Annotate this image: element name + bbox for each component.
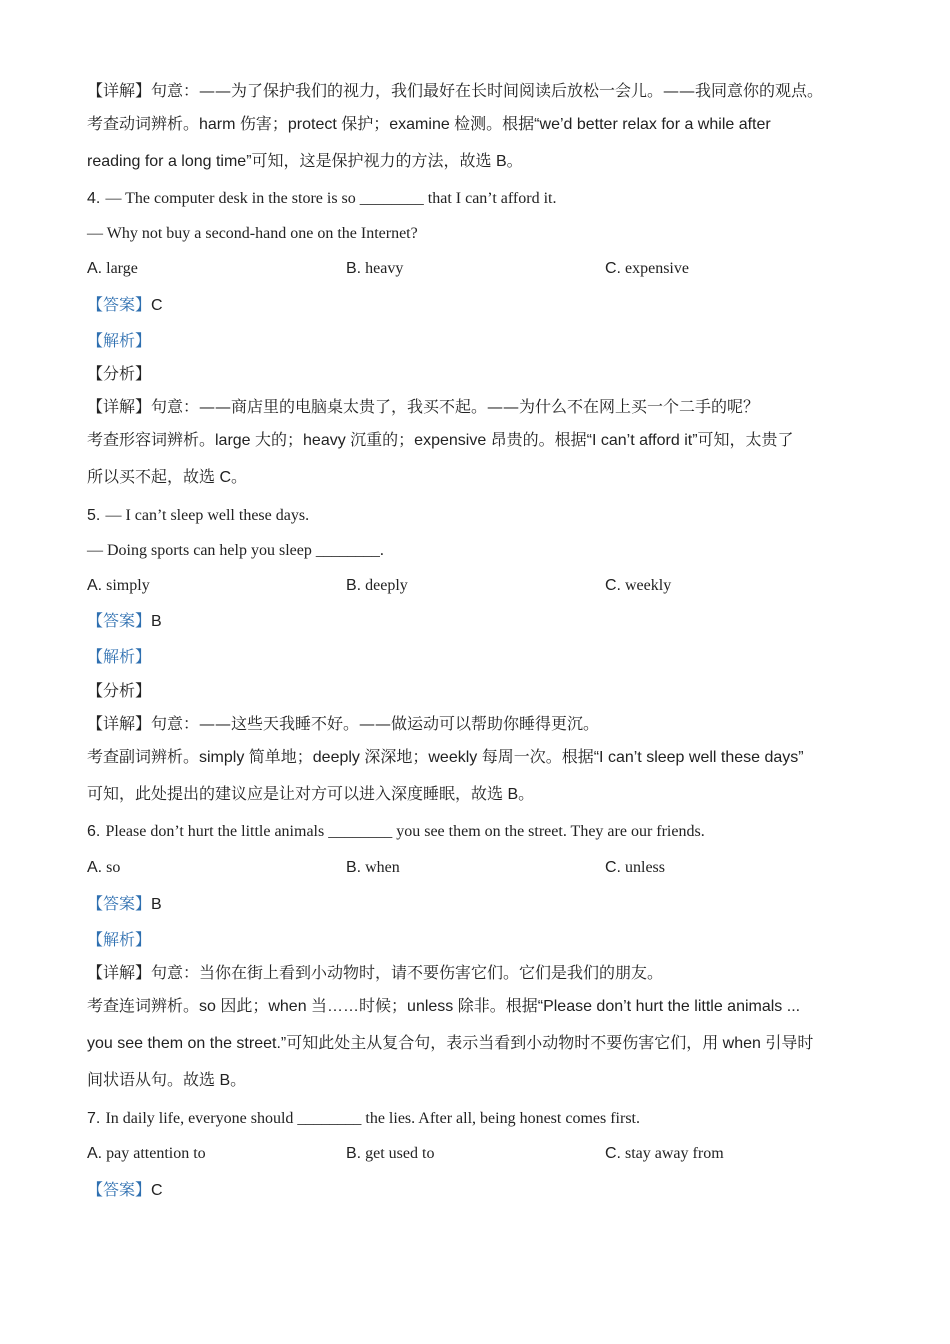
option-text: expensive (625, 260, 689, 277)
q4-reply: — Why not buy a second-hand one on the Internet? (87, 225, 418, 242)
q7-stem: In daily life, everyone should ________ the lies. After all, being honest comes first. (105, 1110, 640, 1127)
option-letter: A. (87, 1145, 103, 1162)
q6-option-b (346, 857, 400, 879)
option-letter: A. (87, 577, 103, 594)
option-letter: A. (87, 859, 103, 876)
option-text: pay attention to (106, 1145, 206, 1162)
q5-reply: — Doing sports can help you sleep ________. (87, 542, 384, 559)
q4-option-c (605, 258, 689, 280)
q5-stem-line (87, 504, 890, 527)
q4-explanation-line-2: 所以买不起，故选 C。 (87, 469, 248, 486)
q7-answer-line (87, 1179, 890, 1202)
q7-option-b (346, 1143, 434, 1165)
q5-explanation-line-1: 考查副词辨析。simply 简单地；deeply 深深地；weekly 每周一次。根据“I can’t sleep well these days” (87, 749, 804, 766)
q5-answer-line (87, 610, 890, 633)
q6-answer-line (87, 893, 890, 916)
q5-detail: 【详解】句意：——这些天我睡不好。——做运动可以帮助你睡得更沉。 (87, 714, 600, 733)
q4-stem: — The computer desk in the store is so ________ that I can’t afford it. (105, 190, 557, 207)
option-letter: B. (346, 1145, 362, 1162)
q6-analysis-tag: 【解析】 (87, 930, 152, 949)
option-letter: B. (346, 260, 362, 277)
q5-option-a (87, 575, 150, 597)
option-text: deeply (365, 577, 408, 594)
q6-explanation-line-1: 考查连词辨析。so 因此；when 当……时候；unless 除非。根据“Please don’t hurt the little animals ... (87, 998, 801, 1015)
option-text: when (365, 859, 400, 876)
q6-detail: 【详解】句意：当你在街上看到小动物时，请不要伤害它们。它们是我们的朋友。 (87, 963, 664, 982)
q6-answer: B (151, 896, 162, 913)
q4-explanation-line-1: 考查形容词辨析。large 大的；heavy 沉重的；expensive 昂贵的。根据“I can’t afford it”可知，太贵了 (87, 432, 794, 449)
option-letter: A. (87, 260, 103, 277)
q4-answer: C (151, 297, 163, 314)
q7-stem-line (87, 1107, 890, 1130)
q7-answer: C (151, 1182, 163, 1199)
answer-tag: 【答案】 (87, 1180, 152, 1199)
answer-tag: 【答案】 (87, 611, 152, 630)
option-letter: C. (605, 260, 621, 277)
q6-explanation-line-3: 间状语从句。故选 B。 (87, 1072, 247, 1089)
option-letter: C. (605, 859, 621, 876)
q7-option-c (605, 1143, 724, 1165)
q4-option-b (346, 258, 403, 280)
q4-detail: 【详解】句意：——商店里的电脑桌太贵了，我买不起。——为什么不在网上买一个二手的呢？ (87, 397, 760, 416)
option-text: unless (625, 859, 665, 876)
q5-answer: B (151, 613, 162, 630)
option-letter: B. (346, 577, 362, 594)
option-text: large (106, 260, 138, 277)
q5-fenxi-tag: 【分析】 (87, 681, 152, 700)
option-text: get used to (365, 1145, 435, 1162)
q5-analysis-tag: 【解析】 (87, 647, 152, 666)
q5-option-c (605, 575, 671, 597)
q4-stem-line (87, 187, 890, 210)
q3-detail-line: 【详解】句意：——为了保护我们的视力，我们最好在长时间阅读后放松一会儿。——我同意你的观点。 (87, 81, 824, 100)
q6-option-a (87, 857, 120, 879)
option-letter: B. (346, 859, 362, 876)
option-letter: C. (605, 577, 621, 594)
q5-explanation-line-2: 可知，此处提出的建议应是让对方可以进入深度睡眠，故选 B。 (87, 786, 535, 803)
option-text: stay away from (625, 1145, 724, 1162)
option-text: weekly (625, 577, 672, 594)
q4-option-a (87, 258, 138, 280)
q7-number: 7. (87, 1110, 101, 1127)
q5-number: 5. (87, 507, 101, 524)
q3-explanation-line-2: reading for a long time”可知，这是保护视力的方法，故选 B。 (87, 153, 523, 170)
q6-stem: Please don’t hurt the little animals ________ you see them on the street. They are our friends. (105, 823, 705, 840)
q4-analysis-tag: 【解析】 (87, 331, 152, 350)
q6-explanation-line-2: you see them on the street.”可知此处主从复合句，表示当看到小动物时不要伤害它们，用 when 引导时 (87, 1035, 814, 1052)
answer-tag: 【答案】 (87, 295, 152, 314)
q5-option-b (346, 575, 408, 597)
q4-number: 4. (87, 190, 101, 207)
option-text: simply (106, 577, 150, 594)
q3-explanation-line-1: 考查动词辨析。harm 伤害；protect 保护；examine 检测。根据“we’d better relax for a while after (87, 116, 771, 133)
q5-stem: — I can’t sleep well these days. (105, 507, 310, 524)
q7-option-a (87, 1143, 206, 1165)
option-text: heavy (365, 260, 404, 277)
option-letter: C. (605, 1145, 621, 1162)
answer-tag: 【答案】 (87, 894, 152, 913)
q4-answer-line (87, 294, 890, 317)
option-text: so (106, 859, 121, 876)
q4-fenxi-tag: 【分析】 (87, 364, 152, 383)
q6-number: 6. (87, 823, 101, 840)
q6-option-c (605, 857, 665, 879)
q6-stem-line (87, 820, 890, 843)
